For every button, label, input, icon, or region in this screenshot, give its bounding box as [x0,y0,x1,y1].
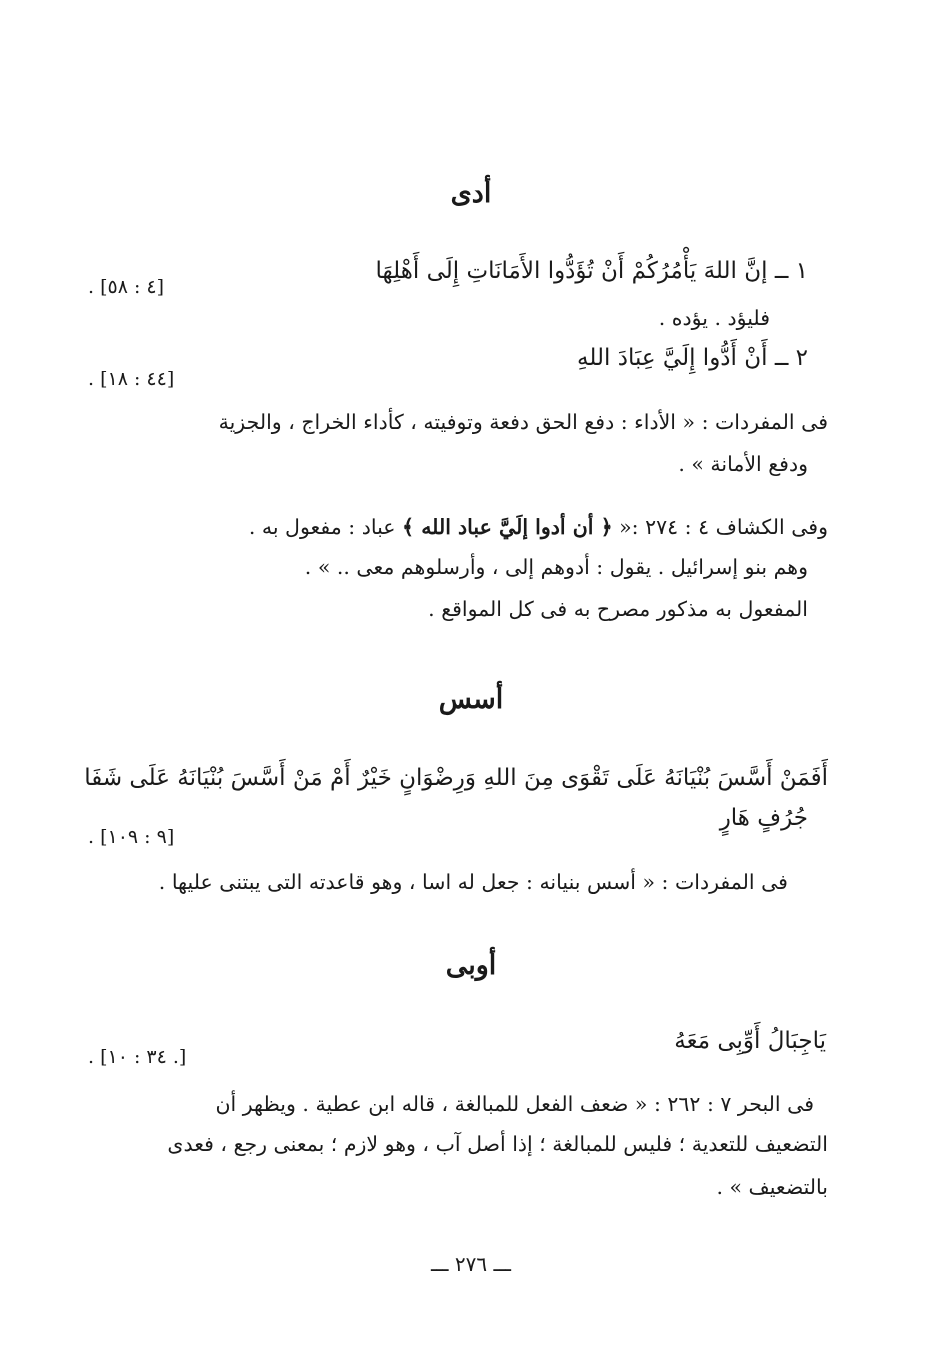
verse-asas-reference: . [٩ : ١٠٩] [88,826,175,848]
kashshaf-suffix: عباد : مفعول به . [248,515,396,539]
bahr-note-line-2: التضعيف للتعدية ؛ فليس للمبالغة ؛ إذا أصل آب ، وهو لازم ؛ بمعنى رجع ، فعدى [167,1132,828,1156]
kashshaf-prefix: وفى الكشاف ٤ : ٢٧٤ :« [619,515,828,539]
kashshaf-note-line-1 [112,515,828,539]
bahr-note-line-1: فى البحر ٧ : ٢٦٢ : « ضعف الفعل للمبالغة ، قاله ابن عطية . ويظهر أن [215,1092,814,1116]
entry-heading-awbi: أوبى [445,950,497,981]
verse-1-reference: . [٤ : ٥٨] [88,276,165,298]
bahr-note-line-3: بالتضعيف » . [716,1175,828,1199]
author-note: المفعول به مذكور مصرح به فى كل المواقع . [428,597,808,621]
verse-awbi: يَاجِبَالُ أَوِّبِى مَعَهُ [674,1028,826,1054]
entry-heading-asas: أسس [438,684,504,715]
asas-mufradat-note: فى المفردات : « أسس بنيانه : جعل له اسا ، وهو قاعدته التى يبتنى عليها . [158,870,788,894]
verse-asas-line-2: جُرُفٍ هَارٍ [719,805,808,831]
mufradat-note-line-2: ودفع الأمانة » . [678,452,808,476]
page-number: ـــ ٢٧٦ ـــ [430,1252,512,1276]
verse-asas-line-1: أَفَمَنْ أَسَّسَ بُنْيَانَهُ عَلَى تَقْوَى مِنَ اللهِ وَرِضْوَانٍ خَيْرٌ أَمْ مَنْ أَسَّسَ بُنْيَانَهُ عَلَى شَفَا [84,765,828,791]
kashshaf-quote: ﴿ أن أدوا إلَيَّ عباد الله ﴾ [402,515,613,539]
kashshaf-note-line-2: وهم بنو إسرائيل . يقول : أدوهم إلى ، وأرسلوهم معى .. » . [304,555,808,579]
verse-2: ٢ ــ أَنْ أَدُّوا إِلَيَّ عِبَادَ اللهِ [577,345,808,371]
verse-awbi-reference: . [٣٤ : ١٠ .] [88,1046,187,1068]
verse-1-derivatives: فليؤد . يؤده . [658,306,770,330]
verse-2-reference: . [٤٤ : ١٨] [88,368,175,390]
mufradat-note-line-1: فى المفردات : « الأداء : دفع الحق دفعة وتوفيته ، كأداء الخراج ، والجزية [218,410,828,434]
verse-1: ١ ــ إنَّ اللهَ يَأْمُرُكُمْ أَنْ تُؤَدُّوا الأَمَانَاتِ إِلَى أَهْلِهَا [375,258,808,284]
entry-heading-adi: أدى [450,178,492,209]
